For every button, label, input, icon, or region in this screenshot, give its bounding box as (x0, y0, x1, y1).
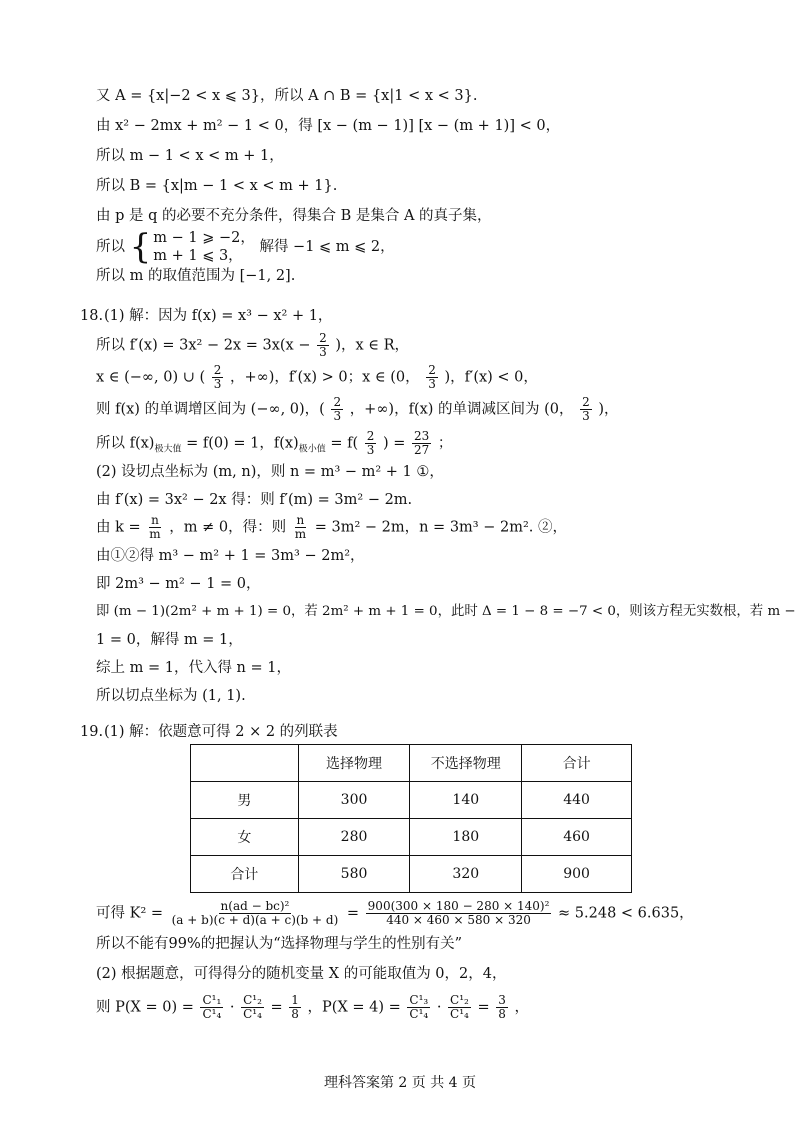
inequality-system: { m − 1 ⩾ −2， m + 1 ⩽ 3， (129, 227, 255, 267)
text-line: 所以 m − 1 < x < m + 1， (96, 148, 284, 164)
math-line: 可得 K² = $\frac{\text{n(ad − bc)²}}{(a + b)(c + d)(a + c)(b + d)}$ = $\frac{\text{900(300 × 180 − 280 × 140)²}}{440 \times 460 \times 580 \times 320}$ ≈ 5.248 < 6.635， (96, 899, 694, 927)
text-line: 即 (m − 1)(2m² + m + 1) = 0，若 2m² + m + 1 = 0，此时 Δ = 1 − 8 = −7 < 0，则该方程无实数根，若 m − (96, 604, 796, 619)
table-cell: 选择物理 (298, 745, 410, 782)
text-line: 所以不能有99%的把握认为“选择物理与学生的性别有关” (96, 936, 463, 952)
fraction: $\frac{2}{3}$ (213, 363, 222, 391)
text-line: 由 f′(x) = 3x² − 2x 得：则 f′(m) = 3m² − 2m. (96, 492, 413, 508)
fraction: $\frac{3}{8}$ (498, 993, 506, 1021)
table-row (191, 745, 632, 782)
math-line: x ∈ (−∞, 0) ∪ ( $\frac{2}{3}$ ，+∞)，f′(x) > 0；x ∈ (0， $\frac{2}{3}$ )，f′(x) < 0， (96, 363, 538, 391)
text-line: 由 x² − 2mx + m² − 1 < 0，得 [x − (m − 1)] [x − (m + 1)] < 0， (96, 118, 561, 134)
text-line: (1) 解：依题意可得 2 × 2 的列联表 (104, 724, 338, 740)
page-footer: 理科答案第 2 页 共 4 页 (323, 1075, 477, 1091)
table-cell: 男 (191, 782, 299, 819)
question-number-18: 18. (80, 308, 104, 324)
fraction: $\frac{\text{C¹₂}}{\text{C¹₄}}$ (450, 993, 469, 1021)
fraction: $\frac{2}{3}$ (333, 395, 342, 423)
text-line: 即 2m³ − m² − 1 = 0， (96, 576, 261, 592)
text-line: (2) 设切点坐标为 (m, n)，则 n = m³ − m² + 1 ①， (96, 464, 444, 480)
table-cell: 300 (298, 782, 410, 819)
table-cell: 不选择物理 (410, 745, 522, 782)
text-line: 所以 B = {x|m − 1 < x < m + 1}. (96, 178, 338, 194)
table-cell: 女 (191, 819, 299, 856)
table-cell: 280 (298, 819, 410, 856)
table-cell: 140 (410, 782, 522, 819)
math-line: 由 k = $\frac{n}{m}$ ，m ≠ 0，得：则 $\frac{n}{m}$ = 3m² − 2m，n = 3m³ − 2m². ②， (96, 513, 567, 541)
fraction: $\frac{1}{8}$ (291, 993, 299, 1021)
fraction: $\frac{\text{C¹₁}}{\text{C¹₄}}$ (202, 993, 222, 1021)
math-line: 则 P(X = 0) = $\frac{\text{C¹₁}}{\text{C¹₄}}$ · $\frac{\text{C¹₂}}{\text{C¹₄}}$ = $\frac{1}{8}$ ，P(X = 4) = $\frac{\text{C¹₃}}{\text{C¹₄}}$ · $\frac{\text{C¹₂}}{\text{C¹₄}}$ = $\frac{3}{8}$ ， (96, 993, 529, 1021)
text-fragment: 所以 (96, 239, 125, 255)
table-cell: 580 (298, 856, 410, 893)
text-line: 综上 m = 1，代入得 n = 1， (96, 660, 291, 676)
inequality-1: m − 1 ⩾ −2， (153, 230, 255, 246)
fraction: $\frac{\text{C¹₂}}{\text{C¹₄}}$ (243, 993, 262, 1021)
fraction: $\frac{n}{m}$ (294, 513, 307, 541)
table-cell (191, 745, 299, 782)
table-row (191, 856, 632, 893)
inequality-2: m + 1 ⩽ 3， (153, 248, 243, 264)
text-line: 所以 m 的取值范围为 [−1, 2]. (96, 268, 296, 284)
fraction: $\frac{23}{27}$ (414, 429, 430, 457)
text-fragment: 解得 −1 ⩽ m ⩽ 2， (259, 239, 395, 255)
fraction: $\frac{2}{3}$ (428, 363, 436, 391)
text-line: (2) 根据题意，可得得分的随机变量 X 的可能取值为 0，2，4， (96, 966, 507, 982)
fraction: $\frac{\text{900(300 × 180 − 280 × 140)²}}{440 \times 460 \times 580 \times 320}$ (367, 899, 550, 927)
table-row (191, 819, 632, 856)
table-row (191, 782, 632, 819)
text-line: 又 A = {x|−2 < x ⩽ 3}，所以 A ∩ B = {x|1 < x < 3}. (96, 88, 478, 104)
fraction: $\frac{\text{C¹₃}}{\text{C¹₄}}$ (409, 993, 429, 1021)
math-line: 所以 $f(x)_{极大值} = f(0) = 1$，$f(x)_{极小值} = f$( $\frac{2}{3}$ ) = $\frac{23}{27}$ ； (96, 429, 453, 457)
text-line: 由 p 是 q 的必要不充分条件，得集合 B 是集合 A 的真子集， (96, 208, 492, 224)
math-line: 则 f(x) 的单调增区间为 (−∞, 0)，( $\frac{2}{3}$ ，+∞)，f(x) 的单调减区间为 (0， $\frac{2}{3}$ )， (96, 395, 619, 423)
math-line: 所以 f′(x) = 3x² − 2x = 3x(x − $\frac{2}{3}$ )，x ∈ R， (96, 331, 410, 359)
table-cell: 900 (522, 856, 632, 893)
fraction: $\frac{\text{n(ad − bc)²}}{(a + b)(c + d)(a + c)(b + d)}$ (171, 899, 339, 927)
table-cell: 440 (522, 782, 632, 819)
text-line: 由①②得 m³ − m² + 1 = 3m³ − 2m²， (96, 548, 365, 564)
system-line (96, 229, 395, 265)
fraction: $\frac{2}{3}$ (582, 395, 590, 423)
table-cell: 合计 (522, 745, 632, 782)
table-cell: 合计 (191, 856, 299, 893)
fraction: $\frac{2}{3}$ (319, 331, 327, 359)
table-cell: 320 (410, 856, 522, 893)
text-line: 1 = 0，解得 m = 1， (96, 632, 243, 648)
text-line: (1) 解：因为 f(x) = x³ − x² + 1， (104, 308, 333, 324)
text-line: 所以切点坐标为 (1, 1). (96, 688, 246, 704)
table-cell: 460 (522, 819, 632, 856)
fraction: $\frac{n}{m}$ (149, 513, 161, 541)
contingency-table (190, 744, 632, 893)
question-number-19: 19. (80, 724, 104, 740)
fraction: $\frac{2}{3}$ (366, 429, 375, 457)
table-cell: 180 (410, 819, 522, 856)
